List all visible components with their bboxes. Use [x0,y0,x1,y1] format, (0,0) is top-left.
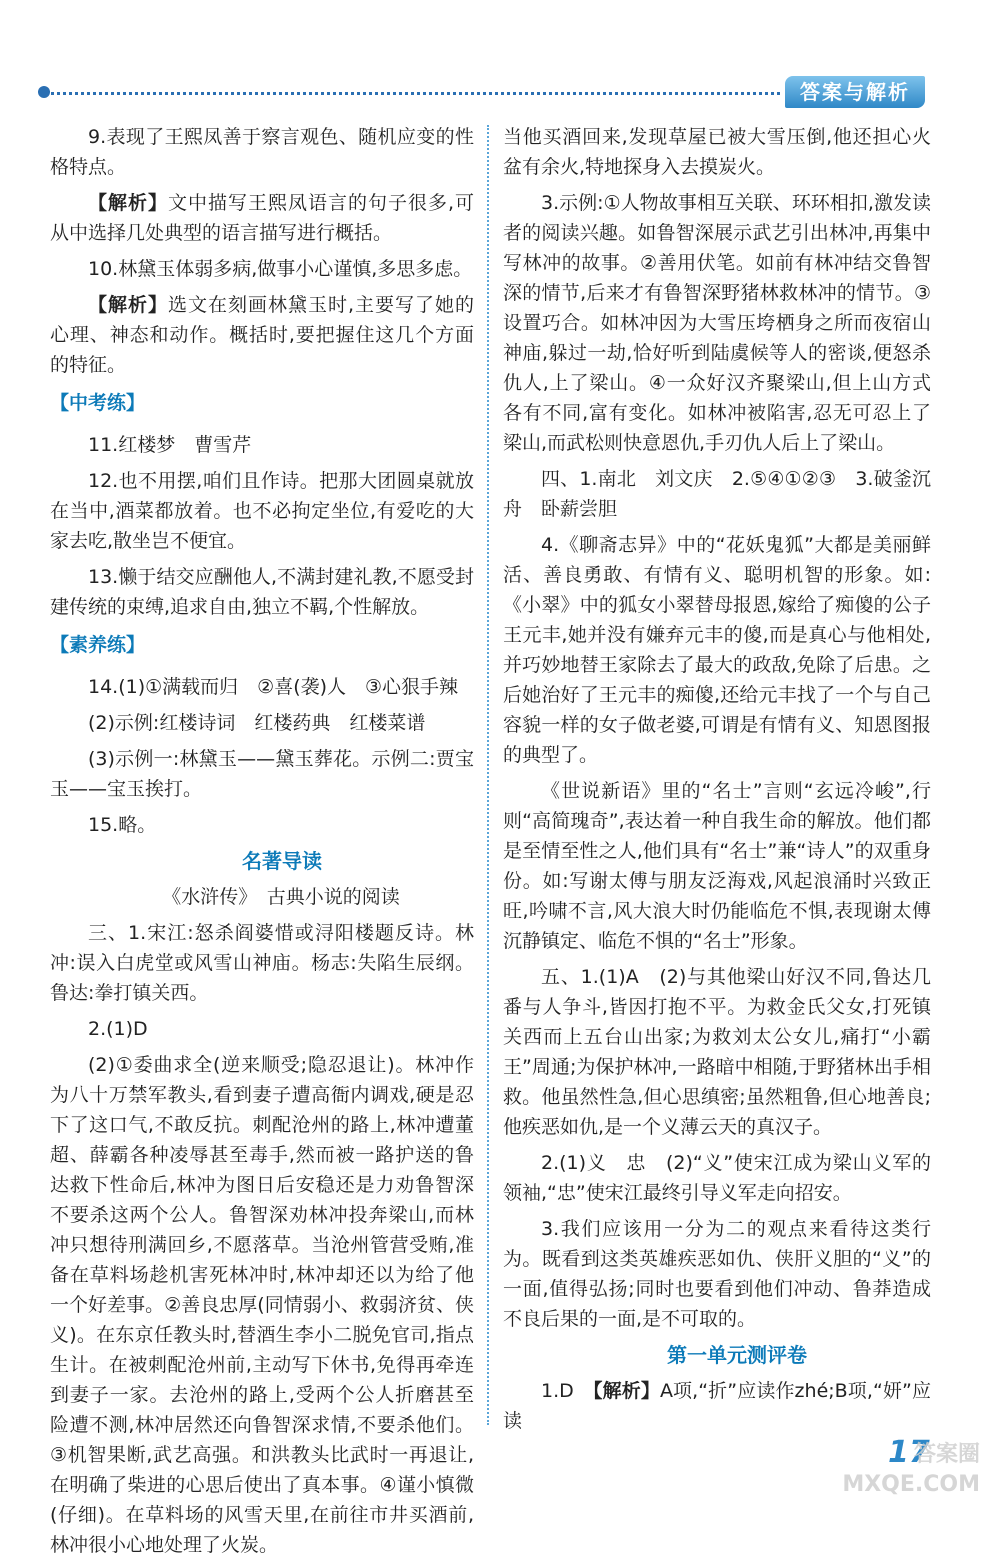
answer-11: 11.红楼梦 曹雪芹 [88,434,252,456]
analysis-tag: 【解析】 [592,1380,660,1402]
section-subtitle: 《水浒传》 古典小说的阅读 [162,886,400,908]
answer-si-4: 4.《聊斋志异》中的“花妖鬼狐”大都是美丽鲜活、善良勇敢、有情有义、聪明机智的形象。如:《小翠》中的狐女小翠替母报恩,嫁给了痴傻的公子王元丰,她并没有嫌弃元丰的傻,而是真心与他相处,并巧妙地替王家除去了最大的政敌,免除了后患。之后她治好了王元丰的痴傻,还给元丰找了一个与自己容貌一样的女子做老婆,可谓是有情有义、知恩图报的典型了。 [503,534,931,766]
section-title-unit: 第一单元测评卷 [667,1343,807,1367]
section-title-mingzhu: 名著导读 [242,849,322,873]
answer-9: 9.表现了王熙凤善于察言观色、随机应变的性格特点。 [50,126,474,178]
answer-15: 15.略。 [88,814,157,836]
header-rule [40,92,780,95]
watermark-text: 答案圈 [913,1442,980,1467]
right-column [503,122,931,1442]
section-suyang: 【 素养练 】 [50,630,145,660]
page-number: 17 [888,1435,930,1470]
continued-text: 当他买酒回来,发现草屋已被大雪压倒,他还担心火盆有余火,特地探身入去摸炭火。 [503,126,931,178]
analysis-text: 选文在刻画林黛玉时,主要写了她的心理、神态和动作。概括时,要把握住这几个方面的特征。 [50,294,474,376]
answer-12: 12.也不用摆,咱们且作诗。把那大团圆桌就放在当中,酒菜都放着。也不必拘定坐位,有爱吃的大家去吃,散坐岂不便宜。 [50,470,474,552]
watermark-logo [810,1440,980,1510]
answer-wu-2: 2.(1)义 忠 (2)“义”使宋江成为梁山义军的领袖,“忠”使宋江最终引导义军走向招安。 [503,1152,931,1204]
answer-shishuo: 《世说新语》里的“名士”言则“玄远冷峻”,行则“高简瑰奇”,表达着一种自我生命的解放。他们都是至情至性之人,他们具有“名士”兼“诗人”的双重身份。如:写谢太傅与朋友泛海戏,风起浪涌时兴致正旺,吟啸不言,风大浪大时仍能临危不惧,表现谢太傅沉静镇定、临危不惧的“名士”形象。 [503,780,931,952]
answer-san-1: 三、1.宋江:怒杀阎婆惜或浔阳楼题反诗。林冲:误入白虎堂或风雪山神庙。杨志:失陷生辰纲。鲁达:拳打镇关西。 [50,922,474,1004]
answer-wu-1: 五、1.(1)A (2)与其他梁山好汉不同,鲁达几番与人争斗,皆因打抱不平。为救金氏父女,打死镇关西而上五台山出家;为救刘太公女儿,痛打“小霸王”周通;为保护林冲,一路暗中相随,于野猪林出手相救。他虽然性急,但心思缜密;虽然粗鲁,但心地善良;他疾恶如仇,是一个义薄云天的真汉子。 [503,966,931,1138]
answer-unit-1 [503,1376,931,1436]
analysis-tag: 【解析】 [88,294,168,316]
answer-san-2-2: (2)①委曲求全(逆来顺受;隐忍退让)。林冲作为八十万禁军教头,看到妻子遭高衙内调戏,硬是忍下了这口气,不敢反抗。刺配沧州的路上,林冲遭董超、薛霸各种凌辱甚至毒手,然而被一路护送的鲁达救下性命后,林冲为图日后安稳还是力劝鲁智深不要杀这两个公人。鲁智深劝林冲投奔梁山,而林冲只想待刑满回乡,不愿落草。当沧州管营受贿,准备在草料场趁机害死林冲时,林冲却还以为给了他一个好差事。②善良忠厚(同情弱小、救弱济贫、侠义)。在东京任教头时,替酒生李小二脱免官司,指点生计。在被刺配沧州前,主动写下休书,免得再牵连到妻子一家。去沧州的路上,受两个公人折磨甚至险遭不测,林冲居然还向鲁智深求情,不要杀他们。③机智果断,武艺高强。和洪教头比武时一再退让,在明确了柴进的心思后使出了真本事。④谨小慎微(仔细)。在草料场的风雪天里,在前往市井买酒前,林冲很小心地处理了火炭。 [50,1054,474,1556]
answer-wu-3: 3.我们应该用一分为二的观点来看待这类行为。既看到这类英雄疾恶如仇、侠肝义胆的“义”的一面,值得弘扬;同时也要看到他们冲动、鲁莽造成不良后果的一面,是不可取的。 [503,1218,931,1330]
watermark-url: MXQE.COM [842,1472,980,1497]
column-divider [487,125,489,1425]
answer-san-2-1: 2.(1)D [88,1018,148,1040]
section-zhongkao: 【 中考练 】 [50,388,145,418]
answer-san-3: 3.示例:①人物故事相互关联、环环相扣,激发读者的阅读兴趣。如鲁智深展示武艺引出林冲,再集中写林冲的故事。②善用伏笔。如前有林冲结交鲁智深的情节,后来才有鲁智深野猪林救林冲的情节。③设置巧合。如林冲因为大雪压垮栖身之所而夜宿山神庙,躲过一劫,恰好听到陆虞候等人的密谈,便怒杀仇人,上了梁山。④一众好汉齐聚梁山,但上山方式各有不同,富有变化。如林冲被陷害,忍无可忍上了梁山,而武松则快意恩仇,手刃仇人后上了梁山。 [503,192,931,454]
section-row [50,386,474,424]
analysis-text: A项,“折”应读作zhé;B项,“妍”应读 [503,1380,931,1432]
answer-10: 10.林黛玉体弱多病,做事小心谨慎,多思多虑。 [88,258,473,280]
header-label: 答案与解析 [785,76,925,108]
answer-14-3: (3)示例一:林黛玉——黛玉葬花。示例二:贾宝玉——宝玉挨打。 [50,748,474,800]
answer-14-2: (2)示例:红楼诗词 红楼药典 红楼菜谱 [88,712,426,734]
analysis-9 [50,188,474,248]
analysis-text: 文中描写王熙凤语言的句子很多,可从中选择几处典型的语言描写进行概括。 [50,192,474,244]
analysis-tag: 【解析】 [88,192,168,214]
answer-14-1: 14.(1)①满载而归 ②喜(袭)人 ③心狠手辣 [88,676,459,698]
analysis-10 [50,290,474,380]
answer-13: 13.懒于结交应酬他人,不满封建礼教,不愿受封建传统的束缚,追求自由,独立不羁,个性解放。 [50,566,474,618]
left-column [50,122,474,1566]
section-row [50,628,474,666]
answer-num: 1.D [541,1380,593,1402]
answer-si-1: 四、1.南北 刘文庆 2.⑤④①②③ 3.破釜沉舟 卧薪尝胆 [503,468,931,520]
